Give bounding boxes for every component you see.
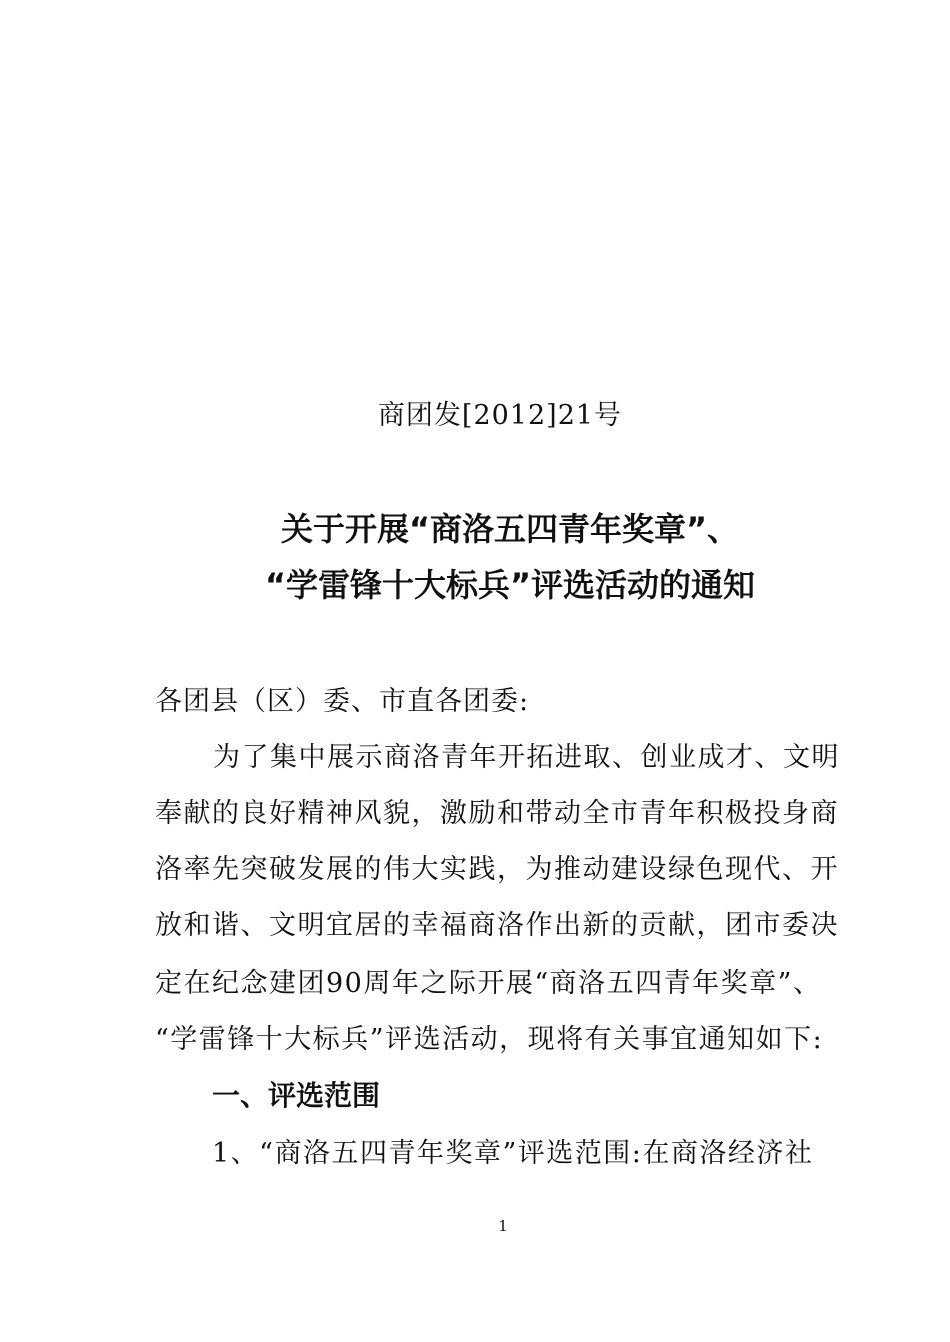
- document-title-line-2: “学雷锋十大标兵”评选活动的通知: [264, 566, 756, 604]
- addressee: 各团县（区）委、市直各团委:: [155, 686, 530, 717]
- intro-paragraph-line-4: 放和谐、文明宜居的幸福商洛作出新的贡献，团市委决: [155, 910, 839, 941]
- intro-paragraph-line-1: 为了集中展示商洛青年开拓进取、创业成才、文明: [213, 742, 840, 773]
- item-1-line: 1、“商洛五四青年奖章”评选范围:在商洛经济社: [212, 1138, 814, 1169]
- intro-paragraph-line-3: 洛率先突破发展的伟大实践，为推动建设绿色现代、开: [155, 854, 839, 885]
- document-title-line-1: 关于开展“商洛五四青年奖章”、: [280, 510, 740, 548]
- intro-paragraph-line-5: 定在纪念建团90周年之际开展“商洛五四青年奖章”、: [155, 968, 822, 999]
- document-number: 商团发[2012]21号: [377, 400, 623, 431]
- intro-paragraph-line-2: 奉献的良好精神风貌，激励和带动全市青年积极投身商: [155, 798, 839, 829]
- section-1-heading: 一、评选范围: [212, 1079, 381, 1112]
- page-number: 1: [498, 1217, 508, 1235]
- intro-paragraph-line-6: “学雷锋十大标兵”评选活动，现将有关事宜通知如下:: [155, 1024, 824, 1055]
